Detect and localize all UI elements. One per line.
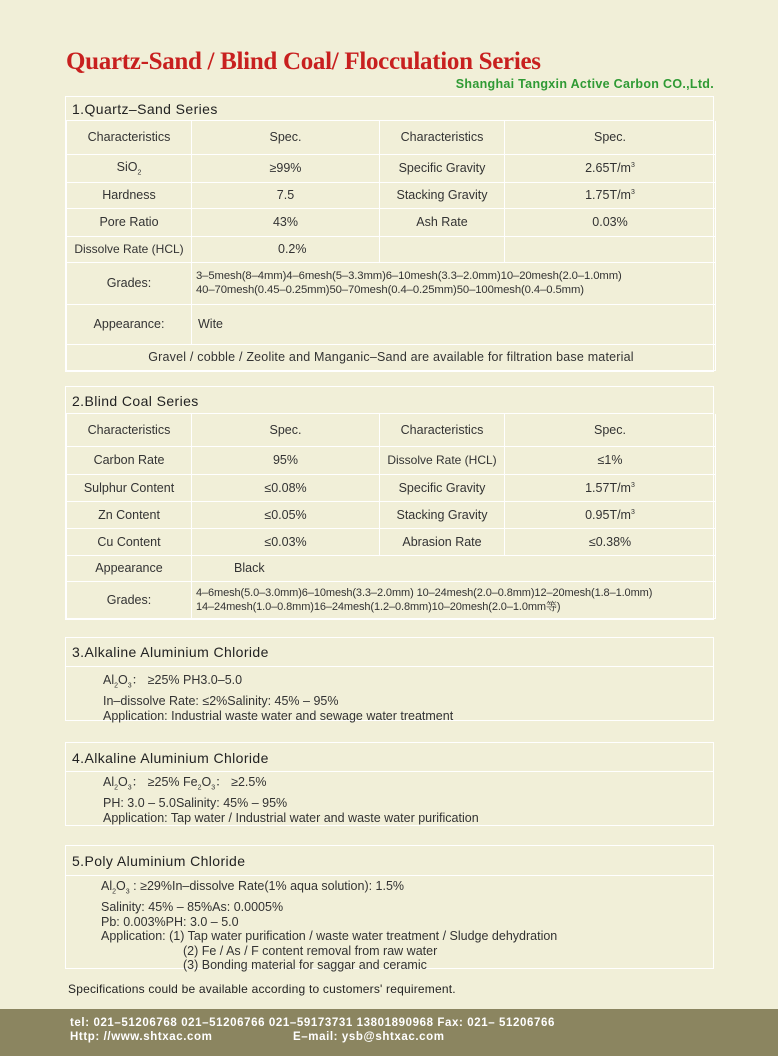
cell-label: Dissolve Rate (HCL) <box>380 446 505 474</box>
alkaline-aluminium-chloride-panel-2 <box>65 742 714 826</box>
table-row <box>67 344 716 370</box>
telephone-fax-line: tel: 021–51206768 021–51206766 021–59173731 13801890968 Fax: 021– 51206766 <box>70 1017 556 1029</box>
table-row <box>67 304 716 344</box>
appearance-value: Black <box>192 555 716 581</box>
blind-coal-panel <box>65 386 714 620</box>
appearance-label: Appearance: <box>67 304 192 344</box>
cell-value: ≤1% <box>505 446 716 474</box>
body-line: Pb: 0.003%PH: 3.0 – 5.0 <box>101 914 239 929</box>
table-row <box>67 555 716 581</box>
cell-label: Carbon Rate <box>67 446 192 474</box>
body-line: Application: Industrial waste water and sewage water treatment <box>103 708 454 723</box>
cell-empty <box>505 236 716 262</box>
column-header: Spec. <box>505 414 716 446</box>
section-heading: 2.Blind Coal Series <box>66 387 713 414</box>
cell-value: 0.03% <box>505 208 716 236</box>
grades-label: Grades: <box>67 262 192 304</box>
column-header: Characteristics <box>380 121 505 154</box>
cell-value: 0.2% <box>192 236 380 262</box>
footer-band <box>0 1009 778 1056</box>
table-row <box>67 474 716 501</box>
grades-value <box>192 581 716 618</box>
blind-coal-table <box>66 414 716 619</box>
table-row <box>67 528 716 555</box>
appearance-label: Appearance <box>67 555 192 581</box>
company-name: Shanghai Tangxin Active Carbon CO.,Ltd. <box>455 77 714 91</box>
formula-line: $Al_2O_3$ : ≥29%In–dissolve Rate(1% aqua solution): 1.5% <box>101 879 405 896</box>
specifications-note: Specifications could be available according to customers' requirement. <box>68 982 456 996</box>
formula-line: $Al_2O_3$： ≥25% $Fe_2O_3$： ≥2.5% <box>103 775 267 792</box>
grades-line: 4–6mesh(5.0–3.0mm)6–10mesh(3.3–2.0mm) 10–24mesh(2.0–0.8mm)12–20mesh(1.8–1.0mm) <box>196 586 653 599</box>
cell-label: Dissolve Rate (HCL) <box>67 236 192 262</box>
column-header: Spec. <box>192 121 380 154</box>
cell-label: Zn Content <box>67 501 192 528</box>
body-line: Salinity: 45% – 85%As: 0.0005% <box>101 900 284 914</box>
grades-line: 40–70mesh(0.45–0.25mm)50–70mesh(0.4–0.25mm)50–100mesh(0.4–0.5mm) <box>196 284 584 296</box>
column-header: Characteristics <box>67 414 192 446</box>
cell-empty <box>380 236 505 262</box>
cell-label: Hardness <box>67 182 192 208</box>
section-heading: 1.Quartz–Sand Series <box>66 97 713 121</box>
section-body <box>66 772 713 831</box>
section-heading: 5.Poly Aluminium Chloride <box>66 846 713 876</box>
cell-value: ≤0.08% <box>192 474 380 501</box>
grades-value <box>192 262 716 304</box>
cell-value: $1.75T/m^3$ <box>505 182 716 208</box>
cell-value: 7.5 <box>192 182 380 208</box>
body-line: PH: 3.0 – 5.0Salinity: 45% – 95% <box>103 796 288 810</box>
grades-line: 14–24mesh(1.0–0.8mm)16–24mesh(1.2–0.8mm)10–20mesh(2.0–1.0mm等) <box>196 600 561 613</box>
cell-value: 95% <box>192 446 380 474</box>
cell-label: Pore Ratio <box>67 208 192 236</box>
body-line: Application: (1) Tap water purification / waste water treatment / Sludge dehydration <box>101 929 558 943</box>
table-header-row <box>67 414 716 446</box>
body-line: Application: Tap water / Industrial water and waste water purification <box>103 810 479 825</box>
section-body <box>66 876 713 979</box>
grades-line: 3–5mesh(8–4mm)4–6mesh(5–3.3mm)6–10mesh(3.3–2.0mm)10–20mesh(2.0–1.0mm) <box>196 270 622 282</box>
column-header: Characteristics <box>67 121 192 154</box>
table-row <box>67 501 716 528</box>
section-note: Gravel / cobble / Zeolite and Manganic–Sand are available for filtration base material <box>67 344 716 370</box>
email-link[interactable]: E–mail: ysb@shtxac.com <box>293 1031 445 1043</box>
quartz-sand-table <box>66 121 716 371</box>
poly-aluminium-chloride-panel <box>65 845 714 972</box>
cell-label: Specific Gravity <box>380 474 505 501</box>
body-line: (2) Fe / As / F content removal from raw water <box>183 943 438 958</box>
table-row <box>67 262 716 304</box>
table-row <box>67 208 716 236</box>
cell-label: Stacking Gravity <box>380 501 505 528</box>
cell-label: Cu Content <box>67 528 192 555</box>
formula-line: $Al_2O_3$： ≥25% PH3.0–5.0 <box>103 673 243 690</box>
table-row <box>67 154 716 182</box>
cell-value: $0.95T/m^3$ <box>505 501 716 528</box>
section-body <box>66 667 713 729</box>
table-header-row <box>67 121 716 154</box>
appearance-value: Wite <box>192 304 716 344</box>
body-line: (3) Bonding material for saggar and ceramic <box>183 958 427 972</box>
website-link[interactable]: Http: //www.shtxac.com <box>70 1031 213 1043</box>
column-header: Spec. <box>505 121 716 154</box>
cell-value: $2.65T/m^3$ <box>505 154 716 182</box>
table-row <box>67 581 716 618</box>
cell-label: Stacking Gravity <box>380 182 505 208</box>
cell-value: ≤0.38% <box>505 528 716 555</box>
body-line: In–dissolve Rate: ≤2%Salinity: 45% – 95% <box>103 694 339 708</box>
column-header: Characteristics <box>380 414 505 446</box>
cell-label: Specific Gravity <box>380 154 505 182</box>
cell-value: ≥99% <box>192 154 380 182</box>
page-title: Quartz-Sand / Blind Coal/ Flocculation Series <box>66 48 541 75</box>
column-header: Spec. <box>192 414 380 446</box>
cell-value: ≤0.03% <box>192 528 380 555</box>
cell-label: SiO$_2$ <box>67 154 192 182</box>
section-heading: 4.Alkaline Aluminium Chloride <box>66 743 713 772</box>
section-heading: 3.Alkaline Aluminium Chloride <box>66 638 713 667</box>
cell-value: 43% <box>192 208 380 236</box>
quartz-sand-panel <box>65 96 714 372</box>
table-row <box>67 182 716 208</box>
table-row <box>67 236 716 262</box>
cell-value: ≤0.05% <box>192 501 380 528</box>
cell-label: Ash Rate <box>380 208 505 236</box>
cell-label: Abrasion Rate <box>380 528 505 555</box>
cell-label: Sulphur Content <box>67 474 192 501</box>
cell-value: $1.57T/m^3$ <box>505 474 716 501</box>
grades-label: Grades: <box>67 581 192 618</box>
table-row <box>67 446 716 474</box>
alkaline-aluminium-chloride-panel-1 <box>65 637 714 721</box>
